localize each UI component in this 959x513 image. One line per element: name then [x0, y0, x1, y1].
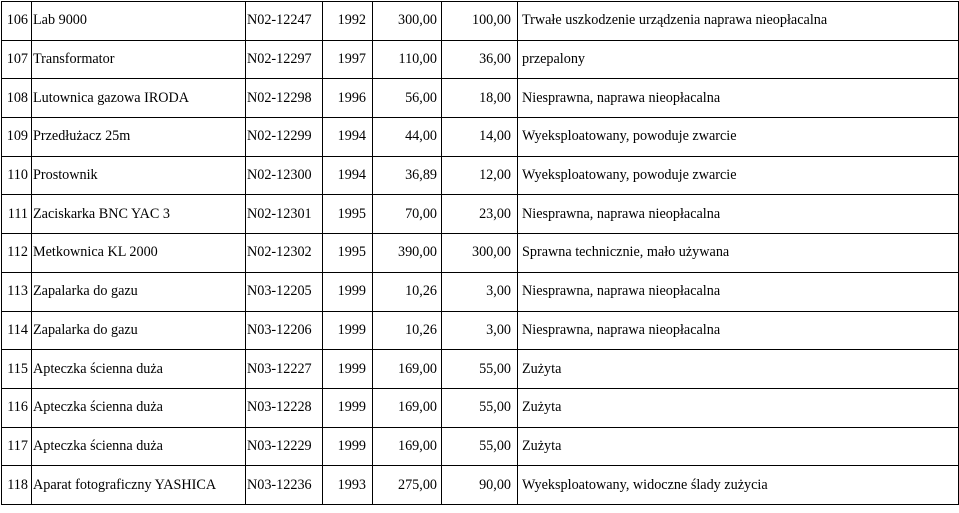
row-number-cell: 114: [2, 311, 32, 350]
inventory-code-cell: N02-12247: [246, 2, 323, 41]
current-value-cell: 3,00: [442, 272, 518, 311]
initial-value-cell: 10,26: [373, 272, 442, 311]
table-row: [2, 40, 959, 79]
acquisition-year-cell: 1992: [323, 2, 373, 41]
acquisition-year-cell: 1999: [323, 350, 373, 389]
initial-value-cell: 44,00: [373, 118, 442, 157]
row-number-cell: 117: [2, 427, 32, 466]
table-row: [2, 234, 959, 273]
row-number-cell: 110: [2, 156, 32, 195]
condition-note-cell: Trwałe uszkodzenie urządzenia naprawa nieopłacalna: [518, 2, 959, 41]
row-number-cell: 109: [2, 118, 32, 157]
initial-value-cell: 10,26: [373, 311, 442, 350]
condition-note-cell: Zużyta: [518, 350, 959, 389]
item-name-cell: Zapalarka do gazu: [32, 311, 246, 350]
item-name-cell: Apteczka ścienna duża: [32, 350, 246, 389]
inventory-code-cell: N02-12299: [246, 118, 323, 157]
acquisition-year-cell: 1999: [323, 388, 373, 427]
condition-note-cell: Niesprawna, naprawa nieopłacalna: [518, 311, 959, 350]
item-name-cell: Lutownica gazowa IRODA: [32, 79, 246, 118]
row-number-cell: 115: [2, 350, 32, 389]
current-value-cell: 90,00: [442, 466, 518, 505]
item-name-cell: Prostownik: [32, 156, 246, 195]
table-row: [2, 272, 959, 311]
acquisition-year-cell: 1994: [323, 156, 373, 195]
acquisition-year-cell: 1995: [323, 195, 373, 234]
item-name-cell: Zaciskarka BNC YAC 3: [32, 195, 246, 234]
table-row: [2, 427, 959, 466]
item-name-cell: Lab 9000: [32, 2, 246, 41]
table-body: [2, 2, 959, 505]
acquisition-year-cell: 1996: [323, 79, 373, 118]
initial-value-cell: 169,00: [373, 388, 442, 427]
item-name-cell: Przedłużacz 25m: [32, 118, 246, 157]
item-name-cell: Aparat fotograficzny YASHICA: [32, 466, 246, 505]
table-row: [2, 156, 959, 195]
condition-note-cell: Sprawna technicznie, mało używana: [518, 234, 959, 273]
condition-note-cell: Niesprawna, naprawa nieopłacalna: [518, 195, 959, 234]
acquisition-year-cell: 1993: [323, 466, 373, 505]
row-number-cell: 112: [2, 234, 32, 273]
acquisition-year-cell: 1999: [323, 427, 373, 466]
row-number-cell: 106: [2, 2, 32, 41]
row-number-cell: 116: [2, 388, 32, 427]
initial-value-cell: 110,00: [373, 40, 442, 79]
current-value-cell: 3,00: [442, 311, 518, 350]
condition-note-cell: Wyeksploatowany, powoduje zwarcie: [518, 118, 959, 157]
row-number-cell: 107: [2, 40, 32, 79]
table-row: [2, 195, 959, 234]
condition-note-cell: Wyeksploatowany, powoduje zwarcie: [518, 156, 959, 195]
table-row: [2, 79, 959, 118]
table-row: [2, 350, 959, 389]
condition-note-cell: Zużyta: [518, 427, 959, 466]
condition-note-cell: Niesprawna, naprawa nieopłacalna: [518, 272, 959, 311]
condition-note-cell: Wyeksploatowany, widoczne ślady zużycia: [518, 466, 959, 505]
table-row: [2, 2, 959, 41]
inventory-code-cell: N03-12205: [246, 272, 323, 311]
table-row: [2, 388, 959, 427]
inventory-code-cell: N02-12298: [246, 79, 323, 118]
inventory-table: [1, 1, 959, 505]
initial-value-cell: 36,89: [373, 156, 442, 195]
initial-value-cell: 169,00: [373, 350, 442, 389]
acquisition-year-cell: 1995: [323, 234, 373, 273]
inventory-code-cell: N02-12300: [246, 156, 323, 195]
current-value-cell: 14,00: [442, 118, 518, 157]
condition-note-cell: Zużyta: [518, 388, 959, 427]
item-name-cell: Apteczka ścienna duża: [32, 388, 246, 427]
row-number-cell: 108: [2, 79, 32, 118]
current-value-cell: 55,00: [442, 427, 518, 466]
current-value-cell: 55,00: [442, 350, 518, 389]
current-value-cell: 300,00: [442, 234, 518, 273]
table-row: [2, 311, 959, 350]
inventory-code-cell: N03-12206: [246, 311, 323, 350]
table-row: [2, 118, 959, 157]
acquisition-year-cell: 1999: [323, 272, 373, 311]
current-value-cell: 36,00: [442, 40, 518, 79]
inventory-code-cell: N02-12301: [246, 195, 323, 234]
acquisition-year-cell: 1997: [323, 40, 373, 79]
item-name-cell: Apteczka ścienna duża: [32, 427, 246, 466]
inventory-code-cell: N02-12297: [246, 40, 323, 79]
inventory-code-cell: N03-12228: [246, 388, 323, 427]
row-number-cell: 118: [2, 466, 32, 505]
initial-value-cell: 70,00: [373, 195, 442, 234]
initial-value-cell: 300,00: [373, 2, 442, 41]
initial-value-cell: 390,00: [373, 234, 442, 273]
item-name-cell: Metkownica KL 2000: [32, 234, 246, 273]
initial-value-cell: 56,00: [373, 79, 442, 118]
acquisition-year-cell: 1994: [323, 118, 373, 157]
condition-note-cell: przepalony: [518, 40, 959, 79]
condition-note-cell: Niesprawna, naprawa nieopłacalna: [518, 79, 959, 118]
item-name-cell: Zapalarka do gazu: [32, 272, 246, 311]
acquisition-year-cell: 1999: [323, 311, 373, 350]
inventory-code-cell: N03-12236: [246, 466, 323, 505]
item-name-cell: Transformator: [32, 40, 246, 79]
current-value-cell: 100,00: [442, 2, 518, 41]
initial-value-cell: 169,00: [373, 427, 442, 466]
inventory-code-cell: N03-12229: [246, 427, 323, 466]
current-value-cell: 12,00: [442, 156, 518, 195]
initial-value-cell: 275,00: [373, 466, 442, 505]
row-number-cell: 111: [2, 195, 32, 234]
row-number-cell: 113: [2, 272, 32, 311]
current-value-cell: 55,00: [442, 388, 518, 427]
inventory-code-cell: N03-12227: [246, 350, 323, 389]
current-value-cell: 23,00: [442, 195, 518, 234]
inventory-code-cell: N02-12302: [246, 234, 323, 273]
table-row: [2, 466, 959, 505]
current-value-cell: 18,00: [442, 79, 518, 118]
